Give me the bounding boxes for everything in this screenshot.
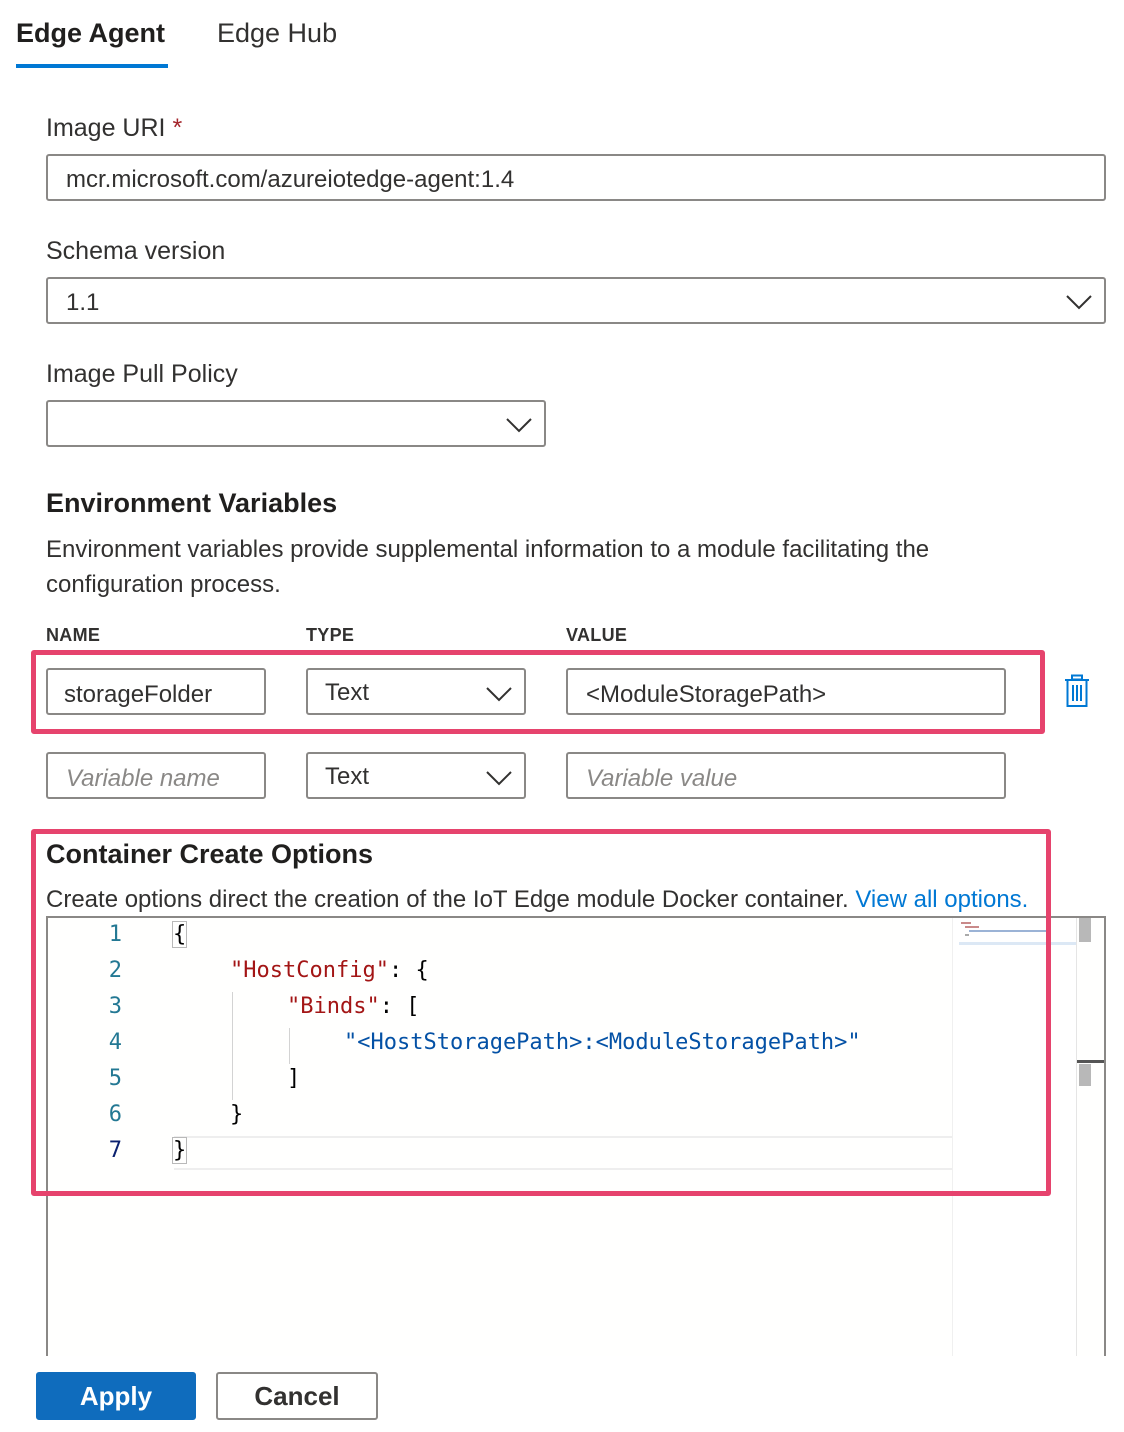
active-tab-indicator	[16, 64, 168, 68]
schema-version-label: Schema version	[46, 237, 226, 265]
env-var-value-text: <ModuleStoragePath>	[586, 681, 827, 708]
code-token: {	[173, 922, 187, 947]
schema-version-value: 1.1	[66, 289, 100, 316]
new-variable-type-value: Text	[325, 763, 370, 790]
new-variable-type-dropdown[interactable]	[306, 752, 526, 799]
view-all-options-link[interactable]: View all options.	[855, 886, 1029, 913]
json-string: "<HostStoragePath>:<ModuleStoragePath>"	[344, 1030, 861, 1055]
delete-icon[interactable]	[1063, 674, 1091, 708]
line-number: 6	[108, 1102, 122, 1127]
json-key: "Binds"	[287, 994, 380, 1019]
new-variable-name-input[interactable]	[46, 752, 266, 799]
column-header-type: TYPE	[306, 625, 355, 645]
code-token: : [	[379, 994, 420, 1019]
variable-value-placeholder: Variable value	[586, 765, 738, 792]
tab-edge-agent[interactable]: Edge Agent	[16, 18, 166, 48]
line-number: 1	[108, 922, 122, 947]
image-uri-label-text: Image URI	[46, 114, 166, 142]
line-number: 2	[108, 958, 122, 983]
scrollbar-marker-box	[1079, 1064, 1091, 1086]
image-pull-policy-label: Image Pull Policy	[46, 360, 238, 388]
json-key: "HostConfig"	[230, 958, 389, 983]
chevron-down-icon	[1066, 294, 1092, 310]
create-options-highlight	[31, 829, 1051, 1196]
create-options-title: Container Create Options	[46, 839, 374, 869]
image-uri-input[interactable]	[46, 154, 1106, 201]
chevron-down-icon	[486, 770, 512, 786]
image-uri-value: mcr.microsoft.com/azureiotedge-agent:1.4	[66, 166, 515, 193]
apply-button[interactable]: Apply	[36, 1372, 196, 1420]
vertical-scrollbar[interactable]	[1076, 918, 1104, 1356]
line-number: 3	[108, 994, 122, 1019]
line-number: 5	[108, 1066, 122, 1091]
cancel-button[interactable]: Cancel	[216, 1372, 378, 1420]
env-var-highlight	[31, 650, 1045, 734]
line-number-active: 7	[108, 1138, 122, 1163]
new-variable-value-input[interactable]	[566, 752, 1006, 799]
env-vars-description-line2: configuration process.	[46, 571, 281, 598]
image-pull-policy-dropdown[interactable]	[46, 400, 546, 447]
scrollbar-marker	[1077, 1060, 1105, 1063]
column-header-value: VALUE	[566, 625, 628, 645]
code-token: ]	[287, 1066, 301, 1091]
code-token: }	[173, 1138, 187, 1163]
variable-name-placeholder: Variable name	[66, 765, 220, 792]
tab-edge-hub[interactable]: Edge Hub	[217, 18, 338, 48]
column-header-name: NAME	[46, 625, 101, 645]
required-mark: *	[172, 114, 183, 142]
scrollbar-thumb[interactable]	[1079, 918, 1091, 942]
schema-version-dropdown[interactable]	[46, 277, 1106, 324]
code-token: }	[230, 1102, 244, 1127]
image-uri-label	[46, 114, 182, 143]
env-vars-description-line1: Environment variables provide supplemental information to a module facilitating the	[46, 536, 930, 563]
line-number: 4	[108, 1030, 122, 1055]
create-options-description-text: Create options direct the creation of the IoT Edge module Docker container.	[46, 886, 849, 913]
code-token: : {	[388, 958, 429, 983]
chevron-down-icon	[506, 417, 532, 433]
env-var-name-value: storageFolder	[64, 681, 213, 708]
env-var-type-value: Text	[325, 679, 370, 706]
env-vars-title: Environment Variables	[46, 488, 338, 518]
